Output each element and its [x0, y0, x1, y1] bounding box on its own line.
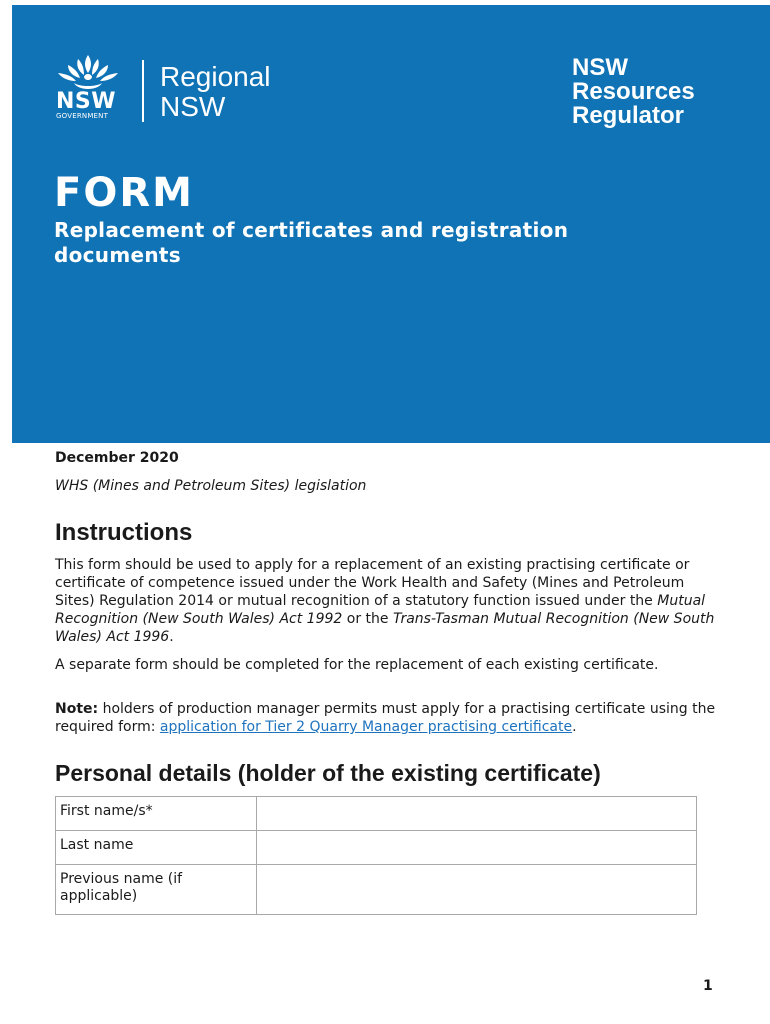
logo-divider: [142, 60, 144, 122]
instructions-heading: Instructions: [55, 519, 193, 546]
instructions-p1-end: .: [169, 629, 174, 645]
instructions-p1-text: This form should be used to apply for a replacement of an existing practising certificate or certificate of competence issued under the Work Health and Safety (Mines and Petroleum Sites) Regulation 2014 or mutual recognition of a statutory function issued under the: [55, 557, 690, 609]
mutual-recognition-act: Mutual Recognition (New South Wales) Act 1992: [55, 593, 706, 627]
personal-details-table: [55, 796, 697, 915]
note-text: holders of production manager permits must apply for a practising certificate using the required form:: [55, 701, 716, 735]
previous-name-field[interactable]: [257, 865, 697, 915]
regulator-logo-line1: NSW: [572, 54, 628, 81]
header-banner: [12, 5, 770, 443]
form-label: FORM: [54, 170, 194, 216]
last-name-field[interactable]: [257, 831, 697, 865]
nsw-logo-text: NSW: [56, 89, 117, 114]
note-end: .: [572, 719, 577, 735]
first-name-label: First name/s*: [56, 797, 257, 831]
legislation-line: WHS (Mines and Petroleum Sites) legislation: [55, 478, 367, 494]
instructions-note: [55, 700, 725, 736]
regulator-logo-line2: Resources: [572, 78, 695, 105]
instructions-paragraph-1: [55, 556, 725, 646]
form-title: Replacement of certificates and registration documents: [54, 218, 569, 267]
document-date: December 2020: [55, 450, 179, 466]
page-number: 1: [703, 978, 713, 994]
first-name-field[interactable]: [257, 797, 697, 831]
last-name-label: Last name: [56, 831, 257, 865]
previous-name-label: Previous name (if applicable): [56, 865, 257, 915]
table-row: [56, 797, 697, 831]
table-row: [56, 831, 697, 865]
table-row: [56, 865, 697, 915]
instructions-paragraph-2: A separate form should be completed for the replacement of each existing certificate.: [55, 657, 659, 673]
resources-regulator-logo: [572, 56, 732, 128]
note-label: Note:: [55, 701, 99, 717]
regional-logo-line2: NSW: [160, 91, 226, 122]
instructions-p1-or: or the: [342, 611, 393, 627]
government-logo-text: GOVERNMENT: [56, 112, 109, 120]
regulator-logo-line3: Regulator: [572, 102, 685, 129]
regional-logo-line1: Regional: [160, 61, 271, 92]
personal-details-heading: Personal details (holder of the existing certificate): [55, 760, 601, 786]
trans-tasman-act: Trans-Tasman Mutual Recognition (New South Wales) Act 1996: [55, 611, 715, 645]
tier2-quarry-manager-form-link[interactable]: application for Tier 2 Quarry Manager practising certificate: [159, 719, 573, 735]
